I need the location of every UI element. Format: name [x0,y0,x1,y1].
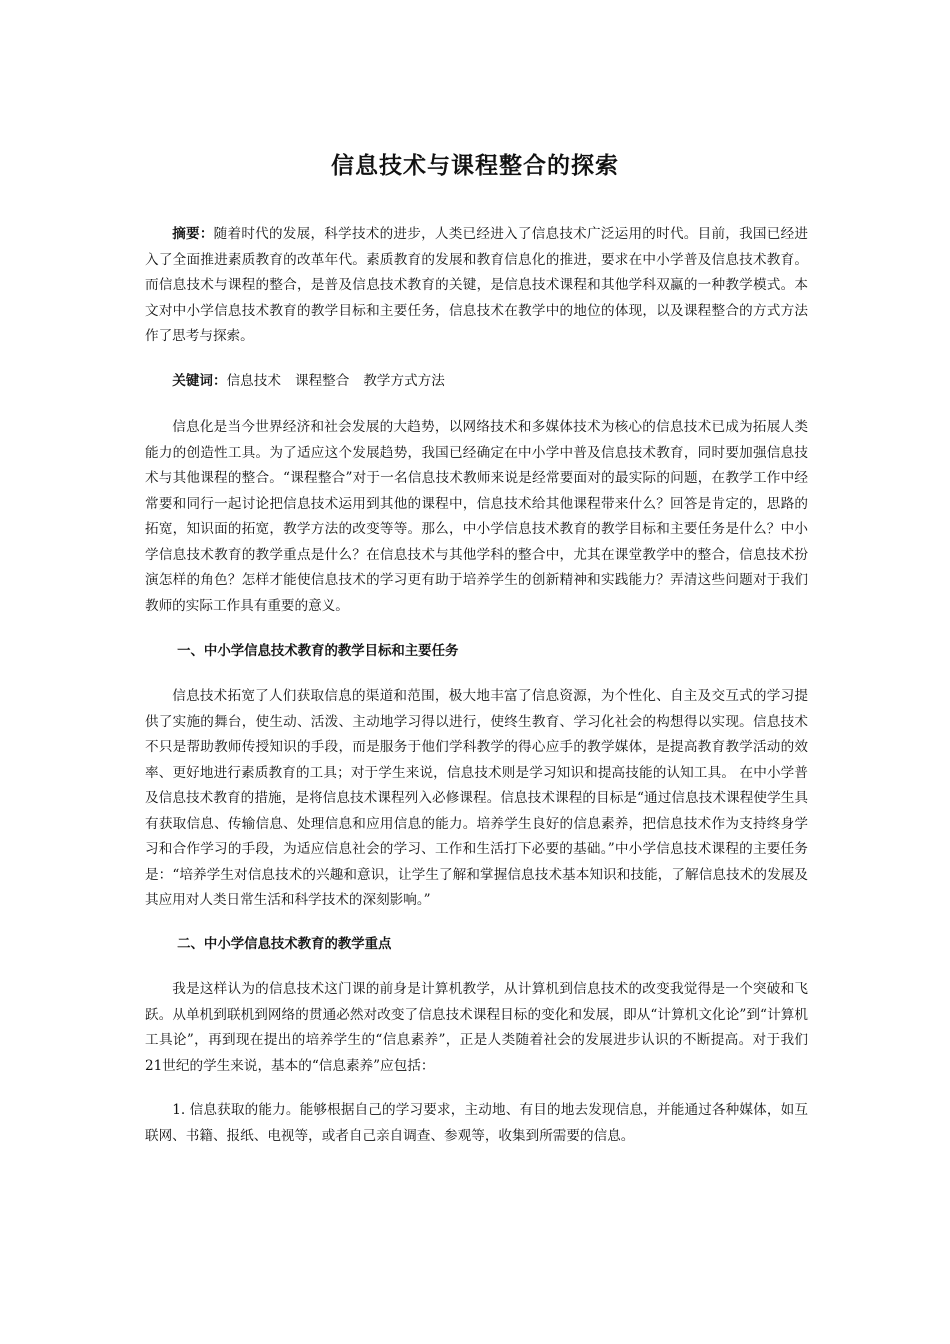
abstract-text: 随着时代的发展，科学技术的进步，人类已经进入了信息技术广泛运用的时代。目前，我国已经进入了全面推进素质教育的改革年代。素质教育的发展和教育信息化的推进，要求在中小学普及信息技术教育。而信息技术与课程的整合，是普及信息技术教育的关键，是信息技术课程和其他学科双赢的一种教学模式。本文对中小学信息技术教育的教学目标和主要任务，信息技术在教学中的地位的体现，以及课程整合的方式方法作了思考与探索。 [145,226,808,344]
document-title: 信息技术与课程整合的探索 [331,153,619,180]
abstract-paragraph [145,222,808,350]
section-2-paragraph: 我是这样认为的信息技术这门课的前身是计算机教学，从计算机到信息技术的改变我觉得是一个突破和飞跃。从单机到联机到网络的贯通必然对改变了信息技术课程目标的变化和发展，即从“计算机文化论”到“计算机工具论”，再到现在提出的培养学生的“信息素养”，正是人类随着社会的发展进步认识的不断提高。对于我们21世纪的学生来说，基本的“信息素养”应包括： [145,981,808,1074]
keyword-item: 教学方式方法 [363,373,445,389]
section-1-heading: 一、中小学信息技术教育的教学目标和主要任务 [177,644,459,659]
intro-paragraph: 信息化是当今世界经济和社会发展的大趋势，以网络技术和多媒体技术为核心的信息技术已成为拓展人类能力的创造性工具。为了适应这个发展趋势，我国已经确定在中小学中普及信息技术教育，同时要加强信息技术与其他课程的整合。“课程整合”对于一名信息技术教师来说是经常要面对的最实际的问题，在教学工作中经常要和同行一起讨论把信息技术运用到其他的课程中，信息技术给其他课程带来什么？回答是肯定的，思路的拓宽，知识面的拓宽，教学方法的改变等等。那么，中小学信息技术教育的教学目标和主要任务是什么？中小学信息技术教育的教学重点是什么？在信息技术与其他学科的整合中，尤其在课堂教学中的整合，信息技术扮演怎样的角色？怎样才能使信息技术的学习更有助于培养学生的创新精神和实践能力？弄清这些问题对于我们教师的实际工作具有重要的意义。 [145,419,808,614]
keyword-item: 课程整合 [294,373,350,389]
keywords-line [145,369,808,395]
keyword-item: 信息技术 [226,373,281,389]
keywords-label: 关键词： [172,373,227,389]
list-item-1: 1. 信息获取的能力。能够根据自己的学习要求，主动地、有目的地去发现信息，并能通过各种媒体，如互联网、书籍、报纸、电视等，或者自己亲自调查、参观等，收集到所需要的信息。 [145,1102,808,1144]
section-2-heading: 二、中小学信息技术教育的教学重点 [177,937,392,952]
abstract-label: 摘要： [172,226,214,242]
section-1-paragraph: 信息技术拓宽了人们获取信息的渠道和范围，极大地丰富了信息资源，为个性化、自主及交互式的学习提供了实施的舞台，使生动、活泼、主动地学习得以进行，使终生教育、学习化社会的构想得以实现。信息技术不只是帮助教师传授知识的手段，而是服务于他们学科教学的得心应手的教学媒体，是提高教育教学活动的效率、更好地进行素质教育的工具；对于学生来说，信息技术则是学习知识和提高技能的认知工具。 在中小学普及信息技术教育的措施，是将信息技术课程列入必修课程。信息技术课程的目标是“通过信息技术课程使学生具有获取信息、传输信息、处理信息和应用信息的能力。培养学生良好的信息素养，把信息技术作为支持终身学习和合作学习的手段，为适应信息社会的学习、工作和生活打下必要的基础。”中小学信息技术课程的主要任务是：“培养学生对信息技术的兴趣和意识，让学生了解和掌握信息技术基本知识和技能，了解信息技术的发展及其应用对人类日常生活和科学技术的深刻影响。” [145,688,808,908]
